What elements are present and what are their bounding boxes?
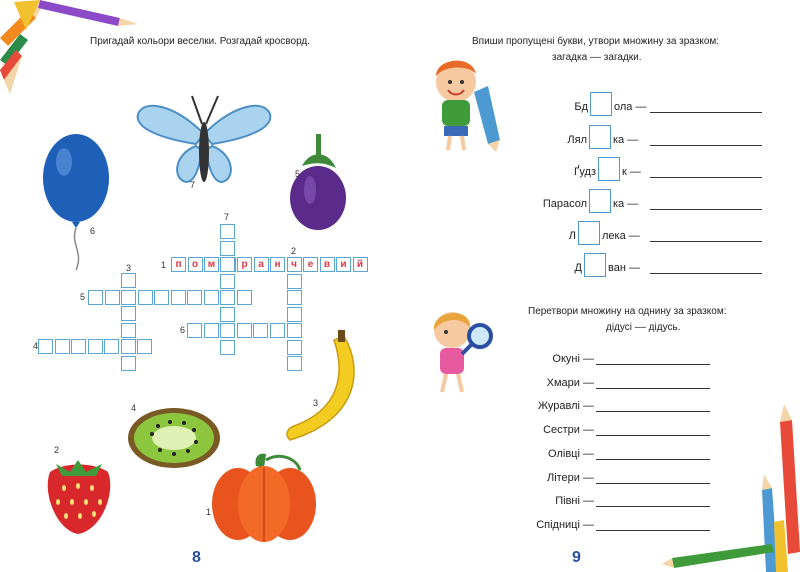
crossword-cell[interactable] — [171, 290, 186, 305]
crossword-cell[interactable] — [287, 307, 302, 322]
butterfly-number: 7 — [190, 180, 196, 190]
balloon-picture — [40, 134, 120, 274]
crossword-cell[interactable] — [88, 290, 103, 305]
fill-letters-instruction: Впиши пропущені букви, утвори множину за зразком: — [472, 36, 720, 47]
crossword-cell[interactable] — [220, 224, 235, 239]
missing-letter-box[interactable] — [589, 125, 611, 149]
missing-letter-box[interactable] — [578, 221, 600, 245]
missing-letter-box[interactable] — [584, 253, 606, 277]
strawberry-number: 2 — [54, 445, 60, 455]
word-suffix: ола — — [614, 101, 647, 113]
plural-word: Хмари — — [546, 376, 594, 389]
crossword-cell[interactable] — [88, 339, 103, 354]
strawberry-picture — [42, 442, 122, 542]
balloon-number: 6 — [90, 226, 96, 236]
crossword-cell[interactable] — [38, 339, 53, 354]
crossword-cell[interactable] — [138, 290, 153, 305]
crossword-cell-filled: м — [204, 257, 219, 272]
crossword-cell[interactable] — [253, 323, 268, 338]
crossword-cell-filled: п — [171, 257, 186, 272]
answer-line[interactable] — [596, 364, 710, 365]
answer-line[interactable] — [650, 241, 762, 242]
girl-with-magnifier-illustration — [428, 306, 498, 402]
crossword-cell-filled: а — [254, 257, 269, 272]
crossword-cell[interactable] — [104, 339, 119, 354]
answer-line[interactable] — [650, 112, 762, 113]
crossword-cell[interactable] — [270, 323, 285, 338]
crossword-cell-filled: ч — [287, 257, 302, 272]
crossword-cell[interactable] — [71, 339, 86, 354]
crossword-cell-filled: в — [320, 257, 335, 272]
crossword-cell[interactable] — [237, 323, 252, 338]
word-prefix: Бд — [574, 101, 588, 113]
word-suffix: ка — — [613, 134, 639, 146]
word-suffix: ван — — [608, 262, 640, 274]
clue-number-6: 6 — [180, 325, 186, 335]
pencils-decoration-bottom-right — [662, 412, 800, 572]
crossword-cell-filled: о — [188, 257, 203, 272]
missing-letter-box[interactable] — [598, 157, 620, 181]
crossword-cell[interactable] — [121, 290, 136, 305]
word-prefix: Парасол — [542, 198, 587, 210]
crossword-cell[interactable] — [121, 339, 136, 354]
crossword-cell[interactable] — [204, 323, 219, 338]
plural-word: Півні — — [555, 495, 594, 508]
clue-number-7: 7 — [224, 212, 230, 222]
crossword-cell[interactable] — [237, 290, 252, 305]
word-prefix: Ґудз — [574, 166, 596, 178]
crossword-cell[interactable] — [137, 339, 152, 354]
crossword-cell[interactable] — [287, 290, 302, 305]
butterfly-picture — [134, 94, 274, 194]
crossword-cell[interactable] — [287, 323, 302, 338]
crossword-cell[interactable] — [121, 356, 136, 371]
crossword-cell[interactable] — [287, 274, 302, 289]
crossword-cell[interactable] — [187, 290, 202, 305]
crossword-cell[interactable] — [121, 323, 136, 338]
eggplant-number: 5 — [295, 169, 301, 179]
plural-word: Літери — — [546, 471, 594, 484]
plural-word: Сестри — — [543, 424, 594, 437]
word-suffix: к — — [622, 166, 641, 178]
kiwi-number: 4 — [131, 403, 137, 413]
word-suffix: ка — — [613, 198, 639, 210]
crossword-cell[interactable] — [220, 307, 235, 322]
answer-line[interactable] — [650, 145, 762, 146]
crossword-cell[interactable] — [187, 323, 202, 338]
plural-word: Окуні — — [552, 353, 594, 365]
word-prefix: Л — [568, 230, 576, 242]
crossword-cell-filled: е — [303, 257, 318, 272]
crossword-cell[interactable] — [220, 323, 235, 338]
clue-number-3: 3 — [126, 263, 132, 273]
crossword-cell[interactable] — [220, 241, 235, 256]
answer-line[interactable] — [650, 209, 762, 210]
crossword-cell[interactable] — [287, 356, 302, 371]
page-number-right: 9 — [572, 549, 581, 566]
crossword-cell[interactable] — [220, 340, 235, 355]
word-suffix: лека — — [602, 230, 640, 242]
crossword-cell[interactable] — [220, 290, 235, 305]
crossword-cell[interactable] — [204, 290, 219, 305]
crossword-cell[interactable] — [287, 340, 302, 355]
boy-with-pencil-illustration — [426, 52, 506, 152]
clue-number-4: 4 — [33, 341, 39, 351]
answer-line[interactable] — [650, 177, 762, 178]
crossword-cell-filled: и — [336, 257, 351, 272]
crossword-instruction: Пригадай кольори веселки. Розгадай кросворд. — [90, 36, 311, 47]
plural-word: Журавлі — — [537, 400, 594, 413]
crossword-cell[interactable] — [121, 306, 136, 321]
crossword-cell[interactable] — [220, 257, 235, 272]
fill-letters-example: загадка –– загадки. — [552, 52, 642, 63]
crossword-cell[interactable] — [55, 339, 70, 354]
crossword-cell[interactable] — [121, 273, 136, 288]
page-number-left: 8 — [192, 549, 201, 566]
missing-letter-box[interactable] — [590, 92, 612, 116]
crossword-cell[interactable] — [105, 290, 120, 305]
word-prefix: Д — [574, 262, 582, 274]
plural-word: Спідниці — — [536, 518, 594, 531]
clue-number-1: 1 — [161, 260, 167, 270]
word-prefix: Лял — [567, 134, 587, 146]
missing-letter-box[interactable] — [589, 189, 611, 213]
eggplant-picture — [288, 126, 358, 236]
crossword-cell-filled: н — [270, 257, 285, 272]
pumpkin-picture — [210, 452, 320, 548]
right-page — [400, 0, 800, 572]
crossword-cell[interactable] — [220, 274, 235, 289]
answer-line[interactable] — [650, 273, 762, 274]
plural-word: Олівці — — [548, 447, 594, 460]
plural-to-singular-example: дідусі –– дідусь. — [606, 322, 681, 333]
crossword-cell-filled: й — [353, 257, 368, 272]
clue-number-2: 2 — [291, 246, 297, 256]
pumpkin-number: 1 — [206, 507, 212, 517]
answer-line[interactable] — [596, 388, 710, 389]
crossword-cell-filled: р — [237, 257, 252, 272]
crossword-cell[interactable] — [154, 290, 169, 305]
plural-to-singular-instruction: Перетвори множину на однину за зразком: — [528, 306, 727, 317]
banana-number: 3 — [313, 398, 319, 408]
clue-number-5: 5 — [80, 292, 86, 302]
